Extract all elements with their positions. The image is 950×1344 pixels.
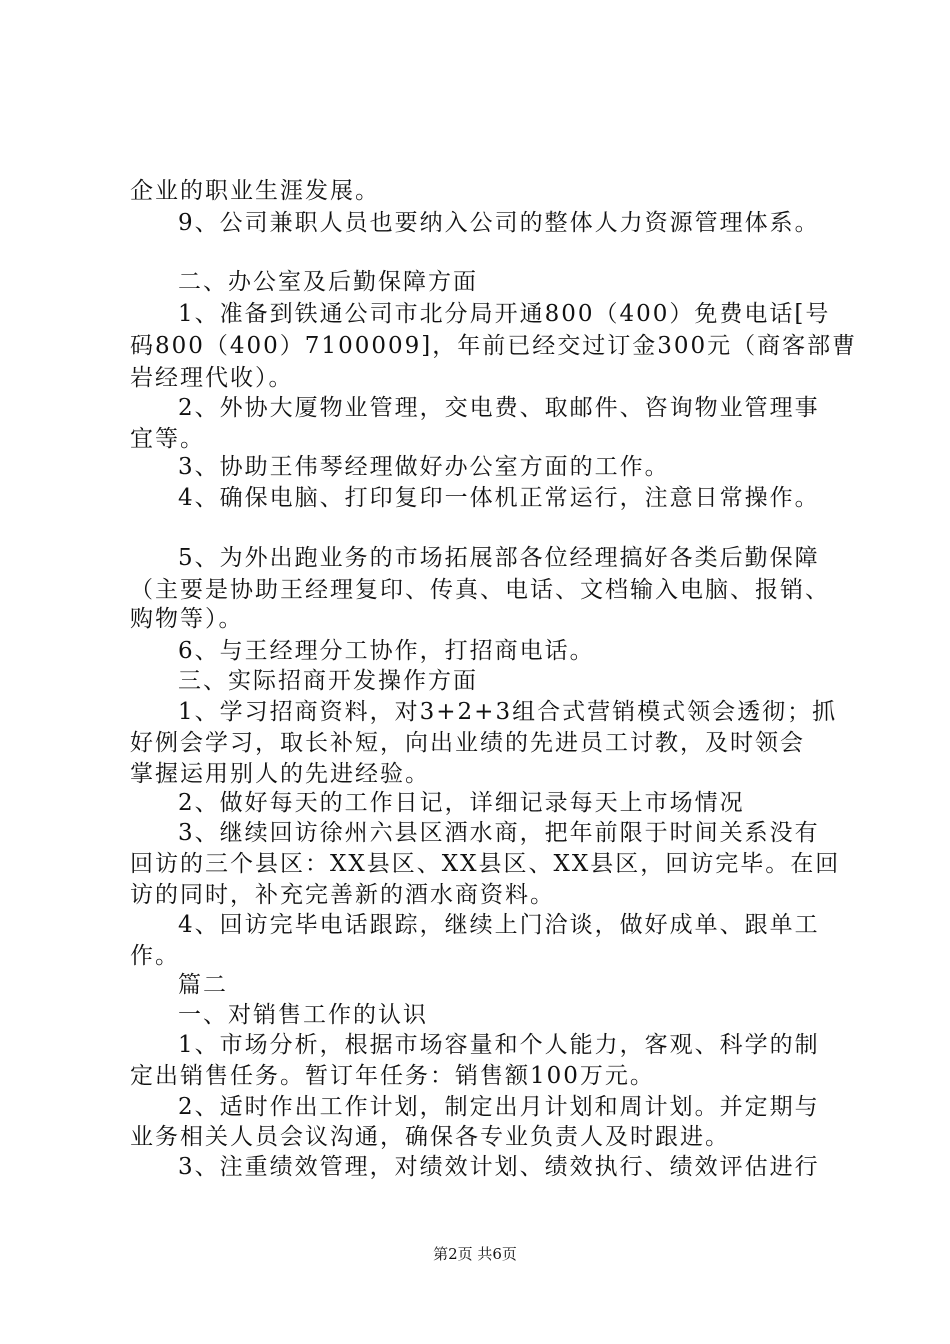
page-footer: 第2页 共6页 xyxy=(433,1245,517,1263)
text-line: 作。 xyxy=(130,943,180,969)
text-line: 3、注重绩效管理，对绩效计划、绩效执行、绩效评估进行 xyxy=(178,1154,820,1180)
text-line: 定出销售任务。暂订年任务：销售额100万元。 xyxy=(130,1063,655,1089)
text-line: 企业的职业生涯发展。 xyxy=(130,178,380,204)
text-line: 岩经理代收）。 xyxy=(130,365,294,391)
text-line: 3、继续回访徐州六县区酒水商，把年前限于时间关系没有 xyxy=(178,820,820,846)
text-line: 4、回访完毕电话跟踪，继续上门洽谈，做好成单、跟单工 xyxy=(178,912,820,938)
text-line: 2、外协大厦物业管理，交电费、取邮件、咨询物业管理事 xyxy=(178,395,820,421)
text-line: 2、适时作出工作计划，制定出月计划和周计划。并定期与 xyxy=(178,1094,820,1120)
text-line: 回访的三个县区：XX县区、XX县区、XX县区，回访完毕。在回 xyxy=(130,851,841,877)
text-line: 9、公司兼职人员也要纳入公司的整体人力资源管理体系。 xyxy=(178,210,820,236)
section-heading: 三、实际招商开发操作方面 xyxy=(178,668,478,694)
text-line: 好例会学习，取长补短，向出业绩的先进员工讨教，及时领会 xyxy=(130,730,805,756)
section-heading: 一、对销售工作的认识 xyxy=(178,1002,428,1028)
text-line: 购物等）。 xyxy=(130,606,244,632)
text-line: 访的同时，补充完善新的酒水商资料。 xyxy=(130,882,555,908)
text-line: （主要是协助王经理复印、传真、电话、文档输入电脑、报销、 xyxy=(130,577,830,603)
text-line: 1、学习招商资料，对3+2+3组合式营销模式领会透彻；抓 xyxy=(178,699,838,725)
text-line: 掌握运用别人的先进经验。 xyxy=(130,761,430,787)
section-heading: 二、办公室及后勤保障方面 xyxy=(178,269,478,295)
text-line: 码800（400）7100009]，年前已经交过订金300元（商客部曹 xyxy=(130,333,858,359)
text-line: 宜等。 xyxy=(130,426,205,452)
text-line: 5、为外出跑业务的市场拓展部各位经理搞好各类后勤保障 xyxy=(178,545,820,571)
text-line: 2、做好每天的工作日记，详细记录每天上市场情况 xyxy=(178,790,745,816)
text-line: 业务相关人员会议沟通，确保各专业负责人及时跟进。 xyxy=(130,1124,730,1150)
text-line: 6、与王经理分工协作，打招商电话。 xyxy=(178,638,595,664)
text-line: 1、准备到铁通公司市北分局开通800（400）免费电话[号 xyxy=(178,301,831,327)
section-heading: 篇二 xyxy=(178,972,228,998)
text-line: 4、确保电脑、打印复印一体机正常运行，注意日常操作。 xyxy=(178,485,820,511)
text-line: 3、协助王伟琴经理做好办公室方面的工作。 xyxy=(178,454,670,480)
text-line: 1、市场分析，根据市场容量和个人能力，客观、科学的制 xyxy=(178,1032,820,1058)
